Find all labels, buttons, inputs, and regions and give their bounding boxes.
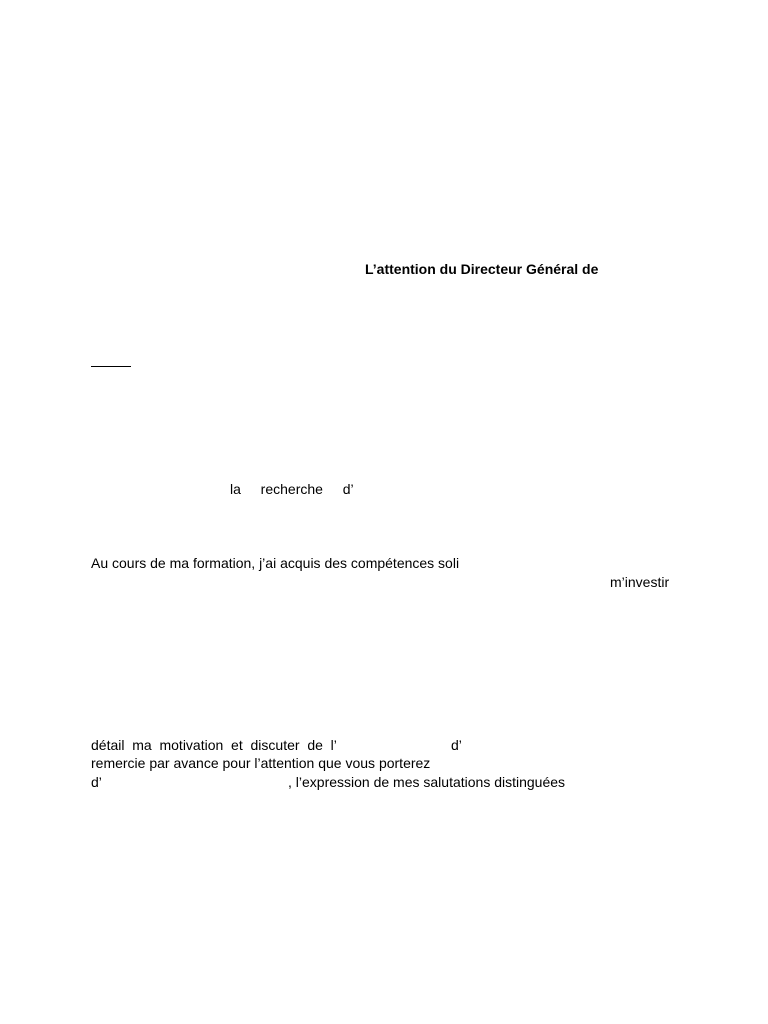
paragraph-3-line-1b: d’ xyxy=(451,737,462,753)
recipient-heading: L’attention du Directeur Général de xyxy=(365,261,599,277)
paragraph-1-fragment: la recherche d’ xyxy=(230,481,354,497)
paragraph-2-line-2-fragment: m’investir xyxy=(610,574,670,590)
signature-underline xyxy=(91,366,131,367)
paragraph-3-line-3b: , l’expression de mes salutations distinguées xyxy=(288,774,566,790)
paragraph-2-line-1: Au cours de ma formation, j’ai acquis des compétences soli xyxy=(91,555,460,571)
paragraph-3-line-2: remercie par avance pour l’attention que vous porterez xyxy=(91,755,431,771)
paragraph-3-line-1a: détail ma motivation et discuter de l’ xyxy=(91,737,337,753)
paragraph-3-line-3a: d’ xyxy=(91,774,102,790)
